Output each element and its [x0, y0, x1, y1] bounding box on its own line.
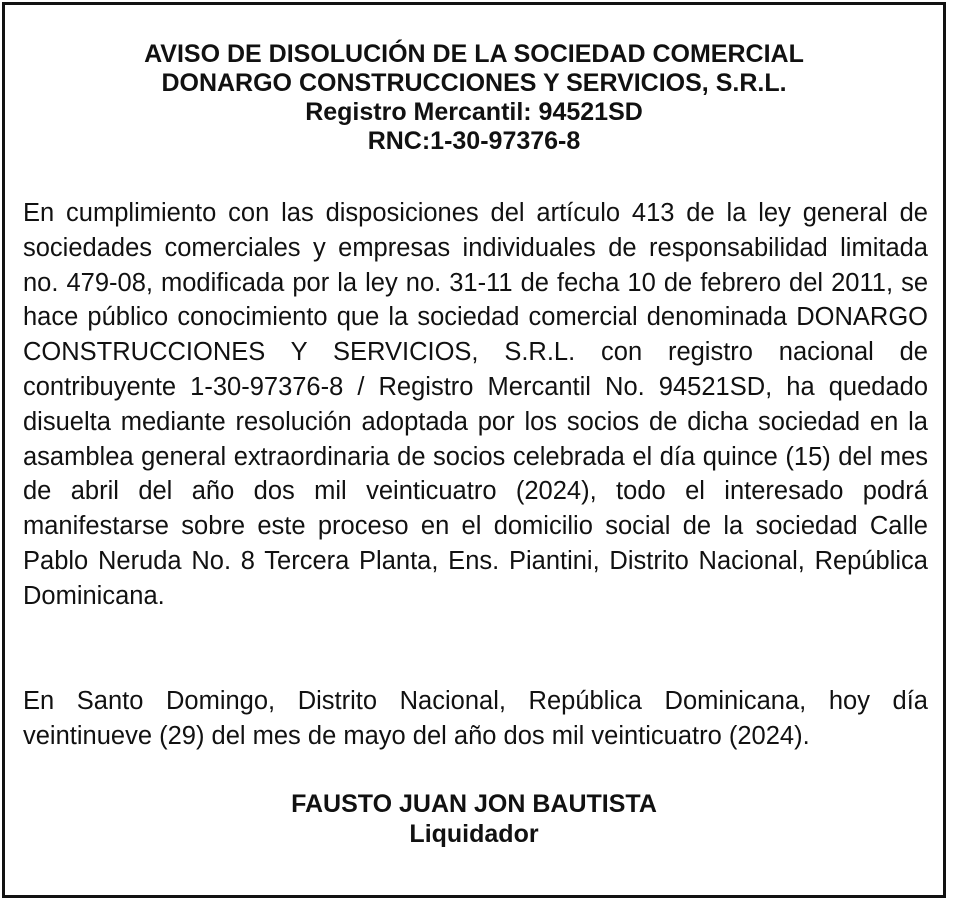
rnc-number: RNC:1-30-97376-8 [367, 127, 581, 155]
notice-paragraph-date: En Santo Domingo, Distrito Nacional, República Dominicana, hoy día veintinueve (29) del mes de mayo del año dos mil veinticuatro (2024). [23, 687, 928, 750]
signer-role: Liquidador [409, 820, 539, 848]
notice-title-line1: AVISO DE DISOLUCIÓN DE LA SOCIEDAD COMERCIAL [144, 40, 804, 68]
notice-paragraph-main: En cumplimiento con las disposiciones del artículo 413 de la ley general de sociedades comerciales y empresas individuales de responsabilidad limitada no. 479-08, modificada por la ley no. 31-11 de fecha 10 de febrero del 2011, se hace público conocimiento que la sociedad comercial denominada DONARGO CONSTRUCCIONES Y SERVICIOS, S.R.L. con registro nacional de contribuyente 1-30-97376-8 / Registro Mercantil No. 94521SD, ha quedado disuelta mediante resolución adoptada por los socios de dicha sociedad en la asamblea general extraordinaria de socios celebrada el día quince (15) del mes de abril del año dos mil veinticuatro (2024), todo el interesado podrá manifestarse sobre este proceso en el domicilio social de la sociedad Calle Pablo Neruda No. 8 Tercera Planta, Ens. Piantini, Distrito Nacional, República Dominicana. [23, 199, 928, 610]
registro-mercantil: Registro Mercantil: 94521SD [305, 98, 643, 126]
notice-header [5, 40, 943, 156]
notice-title-line2: DONARGO CONSTRUCCIONES Y SERVICIOS, S.R.L. [161, 69, 787, 97]
signer-name: FAUSTO JUAN JON BAUTISTA [291, 790, 657, 818]
notice-frame [2, 2, 946, 898]
signature-block [5, 789, 943, 849]
